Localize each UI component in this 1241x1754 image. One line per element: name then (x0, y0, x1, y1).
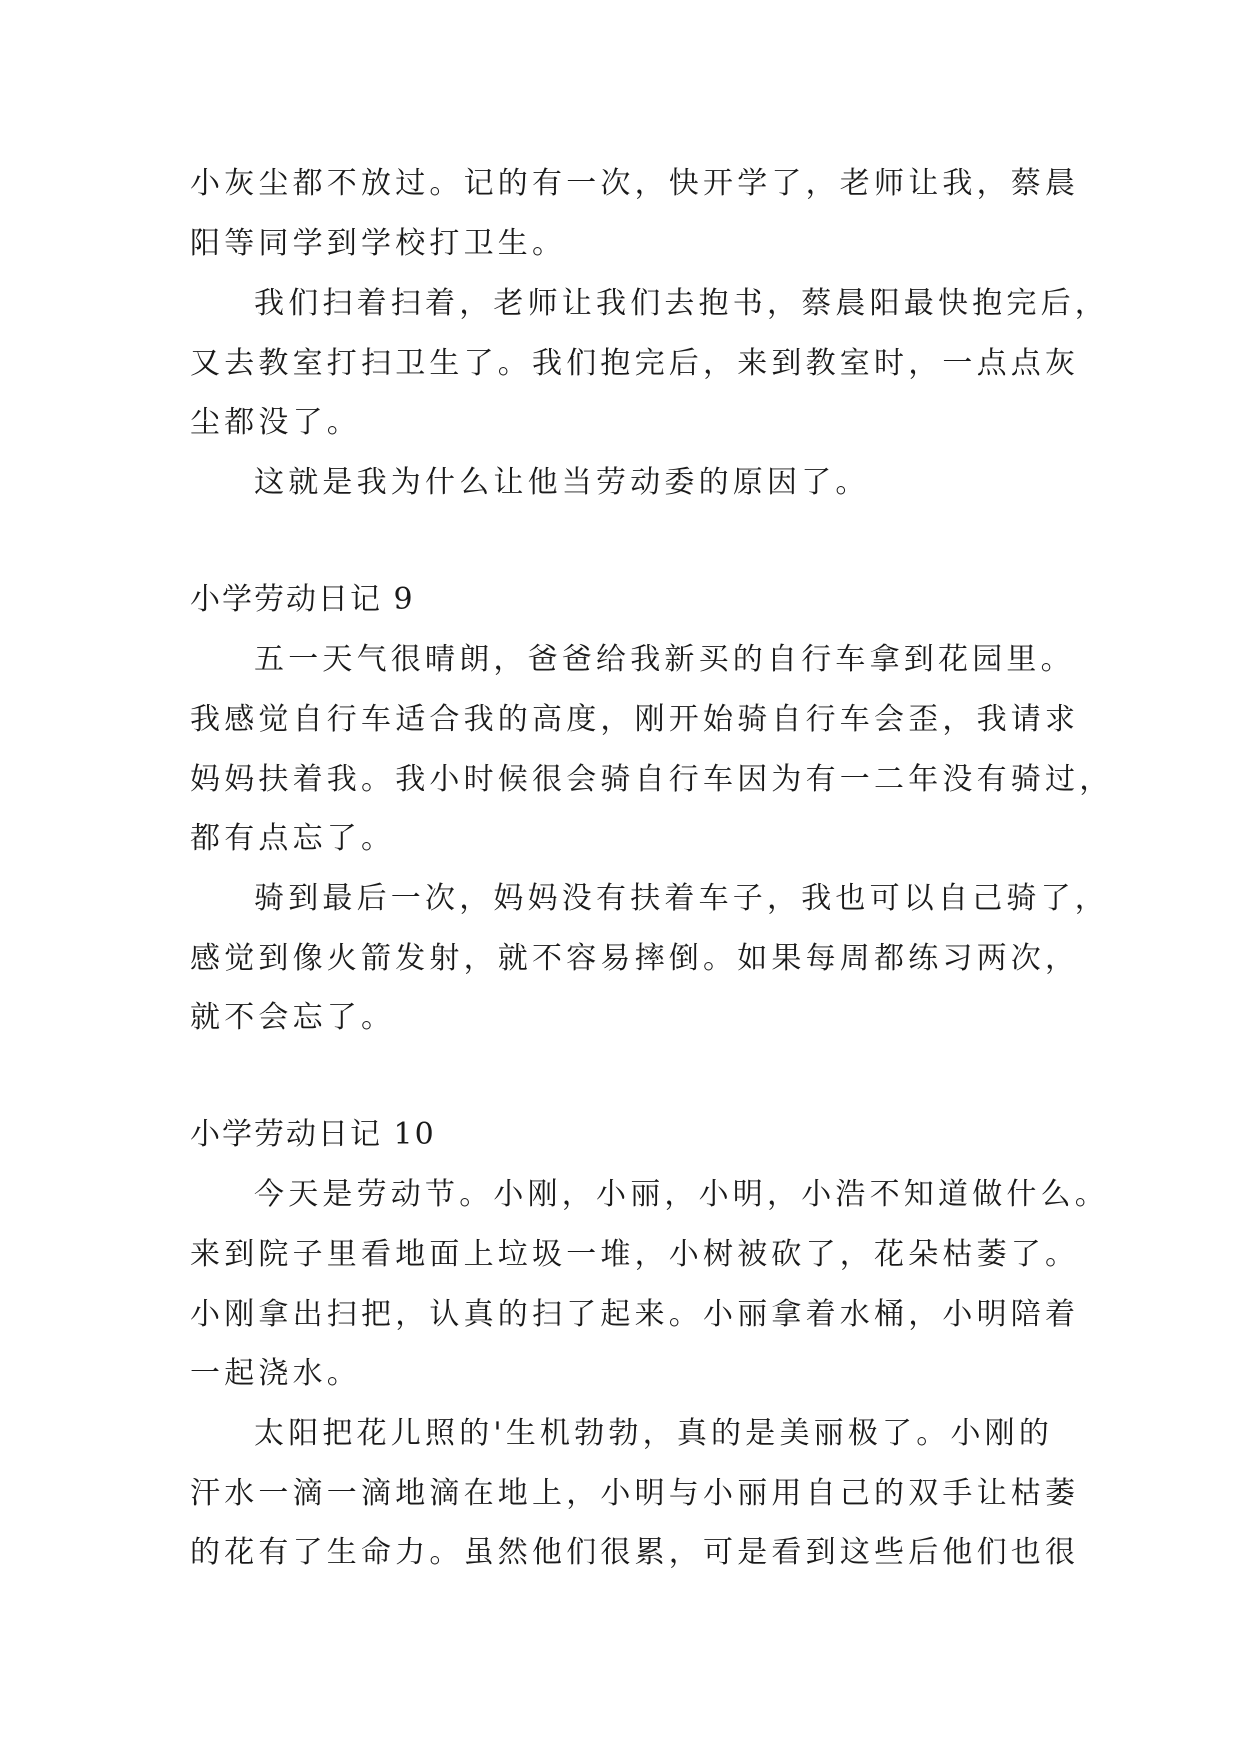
paragraph-start-line: 太阳把花儿照的'生机勃勃，真的是美丽极了。小刚的 (254, 1416, 1054, 1451)
paragraph-start-line: 这就是我为什么让他当劳动委的原因了。 (254, 465, 870, 500)
text-line: 阳等同学到学校打卫生。 (190, 226, 567, 261)
text-line: 一起浇水。 (190, 1356, 361, 1391)
text-line: 汗水一滴一滴地滴在地上，小明与小丽用自己的双手让枯萎 (190, 1476, 1080, 1511)
text-line: 的花有了生命力。虽然他们很累，可是看到这些后他们也很 (190, 1535, 1080, 1570)
text-line: 我感觉自行车适合我的高度，刚开始骑自行车会歪，我请求 (190, 702, 1080, 737)
paragraph-start-line: 骑到最后一次，妈妈没有扶着车子，我也可以自己骑了， (254, 881, 1109, 916)
text-line: 妈妈扶着我。我小时候很会骑自行车因为有一二年没有骑过， (190, 762, 1114, 797)
text-line: 又去教室打扫卫生了。我们抱完后，来到教室时，一点点灰 (190, 346, 1080, 381)
paragraph-start-line: 今天是劳动节。小刚，小丽，小明，小浩不知道做什么。 (254, 1177, 1109, 1212)
text-line: 感觉到像火箭发射，就不容易摔倒。如果每周都练习两次， (190, 941, 1080, 976)
text-line: 来到院子里看地面上垃圾一堆，小树被砍了，花朵枯萎了。 (190, 1237, 1080, 1272)
text-line: 尘都没了。 (190, 405, 361, 440)
section-heading: 小学劳动日记 9 (190, 582, 415, 617)
text-line: 就不会忘了。 (190, 1000, 396, 1035)
paragraph-start-line: 五一天气很晴朗，爸爸给我新买的自行车拿到花园里。 (254, 642, 1075, 677)
text-line: 小刚拿出扫把，认真的扫了起来。小丽拿着水桶，小明陪着 (190, 1297, 1080, 1332)
text-line: 都有点忘了。 (190, 821, 396, 856)
paragraph-start-line: 我们扫着扫着，老师让我们去抱书，蔡晨阳最快抱完后， (254, 286, 1109, 321)
section-heading: 小学劳动日记 10 (190, 1117, 436, 1152)
text-line: 小灰尘都不放过。记的有一次，快开学了，老师让我，蔡晨 (190, 166, 1080, 201)
